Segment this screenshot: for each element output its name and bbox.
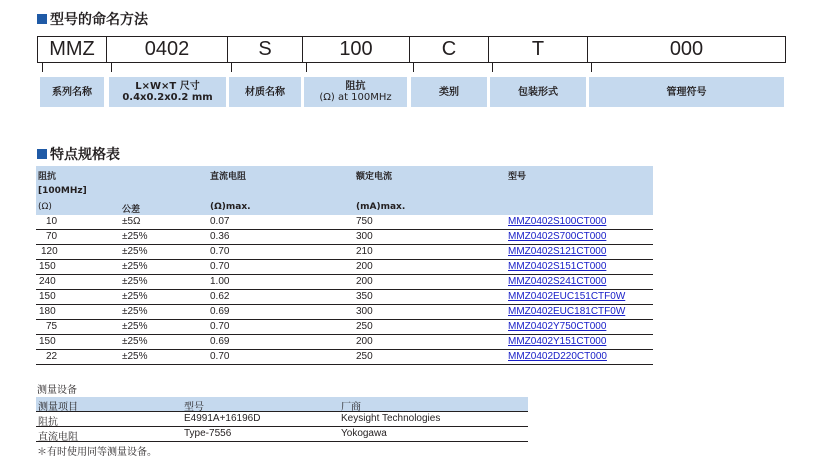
part-number-link[interactable]: MMZ0402EUC181CTF0W	[508, 306, 626, 317]
label-packaging: 包装形式	[490, 77, 586, 107]
header-tolerance: 公差	[122, 205, 141, 215]
header-impedance-unit: (Ω)	[38, 202, 52, 212]
connector-tick	[306, 63, 307, 72]
connector-tick	[42, 63, 43, 72]
connector-tick	[591, 63, 592, 72]
code-control: 000	[587, 36, 786, 63]
connector-tick	[111, 63, 112, 72]
table-row: 70 ±25% 0.36 300 MMZ0402S700CT000	[36, 230, 653, 245]
header-current-unit: (mA)max.	[356, 202, 406, 212]
measure-table-header: 测量项目 型号 厂商	[36, 397, 528, 412]
spec-section-title: 特点规格表	[37, 144, 120, 164]
connector-tick	[231, 63, 232, 72]
part-number-link[interactable]: MMZ0402EUC151CTF0W	[508, 291, 626, 302]
part-number-link[interactable]: MMZ0402S700CT000	[508, 231, 607, 242]
table-row: 240 ±25% 1.00 200 MMZ0402S241CT000	[36, 275, 653, 290]
label-category: 类别	[411, 77, 487, 107]
code-size: 0402	[106, 36, 228, 63]
connector-tick	[413, 63, 414, 72]
header-part-number: 型号	[508, 172, 527, 182]
part-number-link[interactable]: MMZ0402S100CT000	[508, 216, 607, 227]
header-dcr-unit: (Ω)max.	[210, 202, 251, 212]
table-row: 75 ±25% 0.70 250 MMZ0402Y750CT000	[36, 320, 653, 335]
table-row: 10 ±5Ω 0.07 750 MMZ0402S100CT000	[36, 215, 653, 230]
part-number-link[interactable]: MMZ0402S121CT000	[508, 246, 607, 257]
label-series: 系列名称	[40, 77, 104, 107]
table-row: 阻抗 E4991A+16196D Keysight Technologies	[36, 412, 528, 427]
section-marker-icon	[37, 149, 47, 159]
naming-section-title: 型号的命名方法	[37, 9, 148, 29]
part-number-link[interactable]: MMZ0402Y750CT000	[508, 321, 607, 332]
table-row: 22 ±25% 0.70 250 MMZ0402D220CT000	[36, 350, 653, 365]
measure-title: 测量设备	[37, 385, 77, 396]
header-impedance: 阻抗	[38, 172, 57, 182]
label-material: 材质名称	[229, 77, 301, 107]
table-row: 120 ±25% 0.70 210 MMZ0402S121CT000	[36, 245, 653, 260]
table-row: 150 ±25% 0.69 200 MMZ0402Y151CT000	[36, 335, 653, 350]
part-number-link[interactable]: MMZ0402S151CT000	[508, 261, 607, 272]
connector-tick	[492, 63, 493, 72]
measure-note: ＊有时使用同等测量设备。	[37, 447, 157, 458]
header-current: 额定电流	[356, 172, 393, 182]
part-number-link[interactable]: MMZ0402S241CT000	[508, 276, 607, 287]
code-material: S	[227, 36, 303, 63]
code-series: MMZ	[37, 36, 107, 63]
section-marker-icon	[37, 14, 47, 24]
table-row: 150 ±25% 0.70 200 MMZ0402S151CT000	[36, 260, 653, 275]
spec-table-header	[36, 166, 653, 215]
label-size: L×W×T 尺寸 0.4x0.2x0.2 mm	[109, 77, 226, 107]
code-packaging: T	[488, 36, 588, 63]
code-category: C	[409, 36, 489, 63]
code-impedance: 100	[302, 36, 410, 63]
table-row: 直流电阻 Type-7556 Yokogawa	[36, 427, 528, 442]
table-row: 150 ±25% 0.62 350 MMZ0402EUC151CTF0W	[36, 290, 653, 305]
part-number-link[interactable]: MMZ0402Y151CT000	[508, 336, 607, 347]
header-impedance-freq: [100MHz]	[38, 186, 87, 196]
header-dcr: 直流电阻	[210, 172, 247, 182]
label-control: 管理符号	[589, 77, 784, 107]
label-impedance: 阻抗 (Ω) at 100MHz	[304, 77, 407, 107]
table-row: 180 ±25% 0.69 300 MMZ0402EUC181CTF0W	[36, 305, 653, 320]
part-number-link[interactable]: MMZ0402D220CT000	[508, 351, 607, 362]
